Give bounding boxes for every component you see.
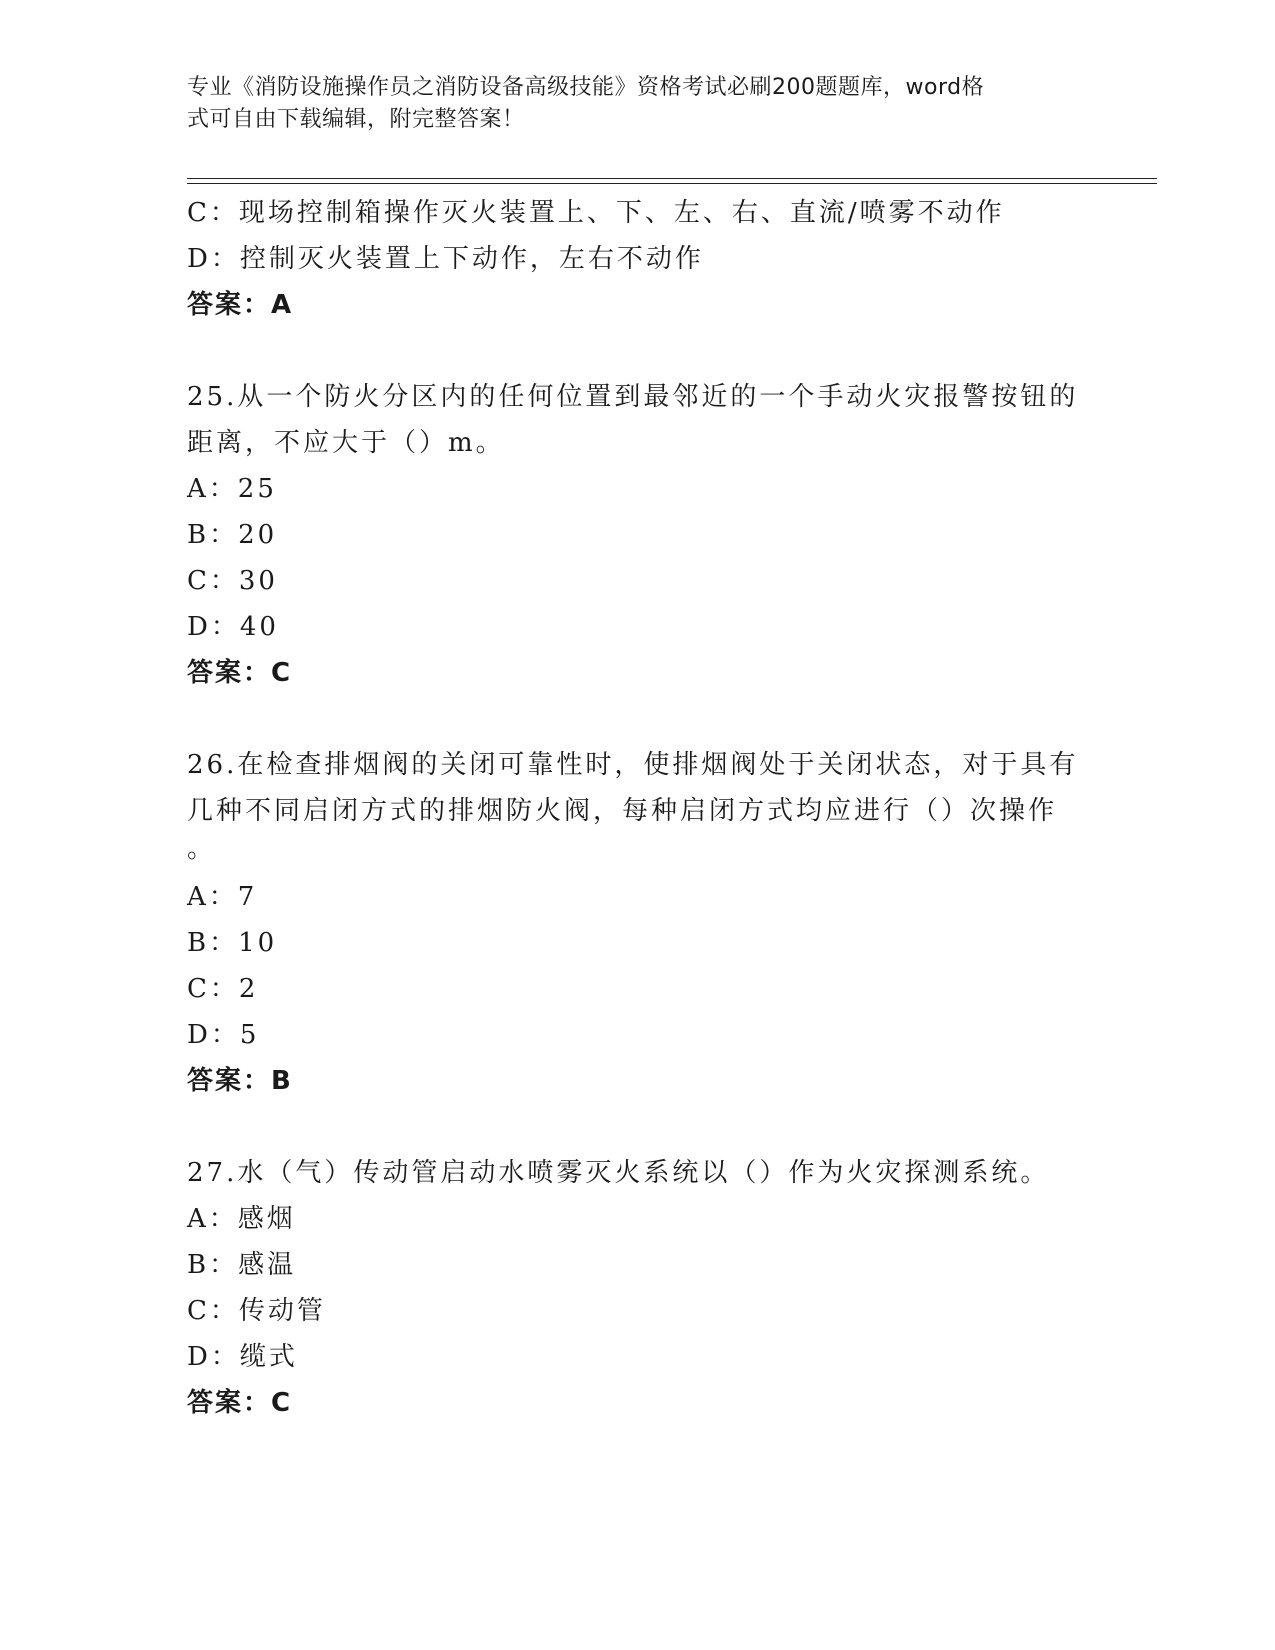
option-d: D：5 [187,1020,260,1050]
document-header [187,72,1067,136]
header-divider-top [187,178,1157,179]
option-c: C：传动管 [187,1296,326,1326]
question-25 [187,374,1087,696]
answer-label: 答案：C [187,1388,293,1418]
option-a: A：感烟 [187,1204,296,1234]
option-c: C：现场控制箱操作灭火装置上、下、左、右、直流/喷雾不动作 [187,198,1005,228]
question-26 [187,742,1087,1104]
question-stem: 27.水（气）传动管启动水喷雾灭火系统以（）作为火灾探测系统。 [187,1158,1050,1188]
option-d: D：控制灭火装置上下动作，左右不动作 [187,244,704,274]
option-c: C：30 [187,566,278,596]
header-line-2: 式可自由下载编辑，附完整答案！ [187,107,525,132]
answer-label: 答案：C [187,658,293,688]
header-line-1: 专业《消防设施操作员之消防设备高级技能》资格考试必刷200题题库，word格 [187,75,985,100]
question-27 [187,1150,1087,1426]
answer-label: 答案：A [187,290,294,320]
header-divider-bottom [187,183,1157,184]
question-stem: 26.在检查排烟阀的关闭可靠性时，使排烟阀处于关闭状态，对于具有 [187,750,1079,780]
question-stem: 。 [187,834,217,864]
question-stem: 距离，不应大于（）m。 [187,428,505,458]
option-d: D：缆式 [187,1342,298,1372]
option-b: B：10 [187,928,278,958]
question-stem: 25.从一个防火分区内的任何位置到最邻近的一个手动火灾报警按钮的 [187,382,1079,412]
question-list [187,190,1087,1426]
option-b: B：感温 [187,1250,297,1280]
option-c: C：2 [187,974,259,1004]
question-stem: 几种不同启闭方式的排烟防火阀，每种启闭方式均应进行（）次操作 [187,796,1058,826]
option-b: B：20 [187,520,278,550]
answer-label: 答案：B [187,1066,293,1096]
option-a: A：25 [187,474,277,504]
option-a: A：7 [187,882,258,912]
question-24-tail [187,190,1087,328]
option-d: D：40 [187,612,279,642]
